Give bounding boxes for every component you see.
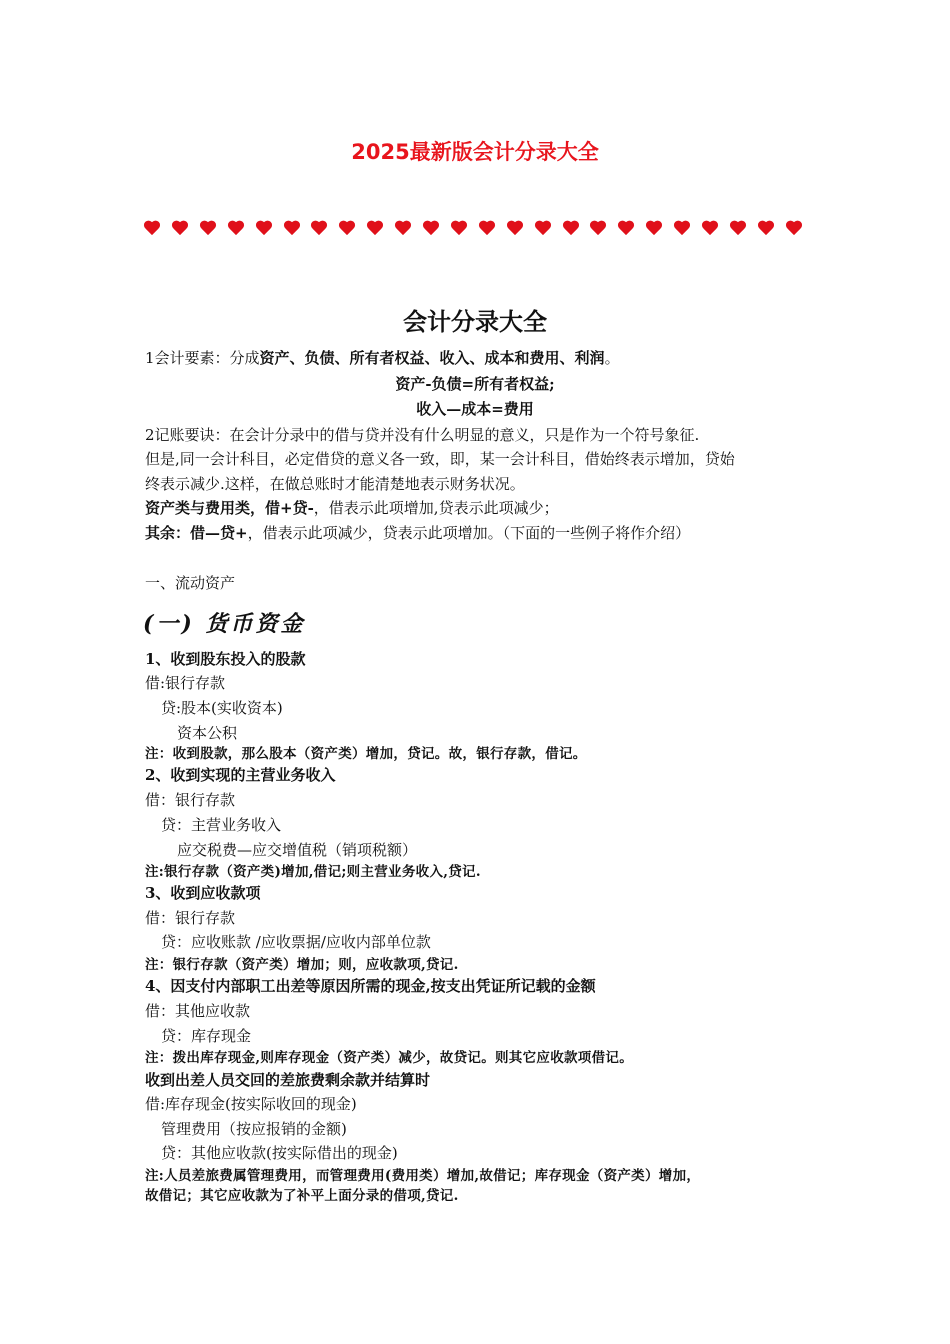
- entry-5-debit-2: 管理费用（按应报销的金额): [161, 1120, 347, 1138]
- intro-elements: 资产、负债、所有者权益、收入、成本和费用、利润: [259, 349, 605, 367]
- heart-icon: [284, 221, 300, 237]
- entry-3-heading: 3、收到应收款项: [145, 884, 261, 902]
- entry-1-credit-2: 资本公积: [177, 724, 238, 742]
- heart-icon: [730, 221, 746, 237]
- heart-icon: [311, 221, 327, 237]
- heart-icon: [507, 221, 523, 237]
- intro-line-6: [145, 523, 690, 543]
- heart-icon: [646, 221, 662, 237]
- intro-line-3: 但是,同一会计科目，必定借贷的意义各一致，即，某一会计科目，借始终表示增加，贷始: [145, 450, 735, 468]
- heart-icon: [590, 221, 606, 237]
- heart-icon: [563, 221, 579, 237]
- entry-2-credit-2: 应交税费—应交增值税（销项税额）: [177, 841, 418, 859]
- part-heading: 一、流动资产: [145, 574, 236, 592]
- intro-period: 。: [604, 349, 620, 367]
- entry-3-note: 注：银行存款（资产类）增加；则，应收款项,贷记.: [145, 957, 459, 973]
- heart-icon: [395, 221, 411, 237]
- heart-icon: [786, 221, 802, 237]
- heart-icon: [674, 221, 690, 237]
- heart-icon: [758, 221, 774, 237]
- heart-icon: [618, 221, 634, 237]
- entry-5-credit: 贷：其他应收款(按实际借出的现金): [161, 1144, 398, 1162]
- rule-asset-expense: 资产类与费用类，借+贷-: [145, 499, 314, 517]
- entry-5-heading: 收到出差人员交回的差旅费剩余款并结算时: [145, 1071, 431, 1089]
- intro-line-1: [145, 348, 620, 368]
- equation-2: 收入—成本=费用: [416, 400, 534, 418]
- entry-3-credit: 贷：应收账款 /应收票据/应收内部单位款: [161, 933, 431, 951]
- entry-5-debit: 借:库存现金(按实际收回的现金): [145, 1095, 357, 1113]
- rule-others-desc: ，借表示此项减少，贷表示此项增加。（下面的一些例子将作介绍）: [247, 524, 691, 542]
- entry-1-heading: 1、收到股东投入的股款: [145, 650, 306, 668]
- entry-1-debit: 借:银行存款: [145, 674, 226, 692]
- intro-line-4: 终表示减少.这样，在做总账时才能清楚地表示财务状况。: [145, 475, 525, 493]
- intro-line-5: [145, 498, 559, 518]
- entry-4-heading: 4、因支付内部职工出差等原因所需的现金,按支出凭证所记载的金额: [145, 977, 596, 995]
- entry-4-note: 注：拨出库存现金,则库存现金（资产类）减少，故贷记。则其它应收款项借记。: [145, 1050, 633, 1066]
- entry-5-note-2: 故借记；其它应收款为了补平上面分录的借项,贷记.: [145, 1188, 459, 1204]
- heart-icon: [423, 221, 439, 237]
- heart-icon: [144, 221, 160, 237]
- heart-icon: [339, 221, 355, 237]
- entry-2-debit: 借：银行存款: [145, 791, 236, 809]
- entry-1-credit: 贷:股本(实收资本): [161, 699, 283, 717]
- heart-icon: [200, 221, 216, 237]
- heart-icon: [256, 221, 272, 237]
- heart-icon: [172, 221, 188, 237]
- heart-icon: [535, 221, 551, 237]
- entry-1-note: 注：收到股款，那么股本（资产类）增加，贷记。故，银行存款，借记。: [145, 746, 587, 762]
- entry-5-note-1: 注:人员差旅费属管理费用，而管理费用(费用类）增加,故借记；库存现金（资产类）增加，: [145, 1168, 701, 1184]
- heart-icon: [479, 221, 495, 237]
- intro-text: 1会计要素：分成: [145, 349, 260, 367]
- heart-divider: [144, 221, 804, 245]
- heart-icon: [702, 221, 718, 237]
- heart-icon: [228, 221, 244, 237]
- rule-asset-expense-desc: ，借表示此项增加,贷表示此项减少；: [313, 499, 559, 517]
- entry-4-debit: 借：其他应收款: [145, 1002, 251, 1020]
- entry-2-note: 注:银行存款（资产类)增加,借记;则主营业务收入,贷记.: [145, 864, 481, 880]
- intro-line-2: 2记账要诀：在会计分录中的借与贷并没有什么明显的意义，只是作为一个符号象征.: [145, 426, 700, 444]
- entry-2-heading: 2、收到实现的主营业务收入: [145, 766, 336, 784]
- heart-icon: [367, 221, 383, 237]
- heart-icon: [451, 221, 467, 237]
- entry-3-debit: 借：银行存款: [145, 909, 236, 927]
- entry-4-credit: 贷：库存现金: [161, 1027, 252, 1045]
- rule-others: 其余：借—贷+: [145, 524, 248, 542]
- section-heading: (一) 货币资金: [143, 611, 306, 637]
- entry-2-credit: 贷：主营业务收入: [161, 816, 282, 834]
- main-title: 会计分录大全: [403, 308, 547, 336]
- equation-1: 资产-负债=所有者权益;: [395, 375, 555, 393]
- banner-title: 2025最新版会计分录大全: [351, 140, 599, 164]
